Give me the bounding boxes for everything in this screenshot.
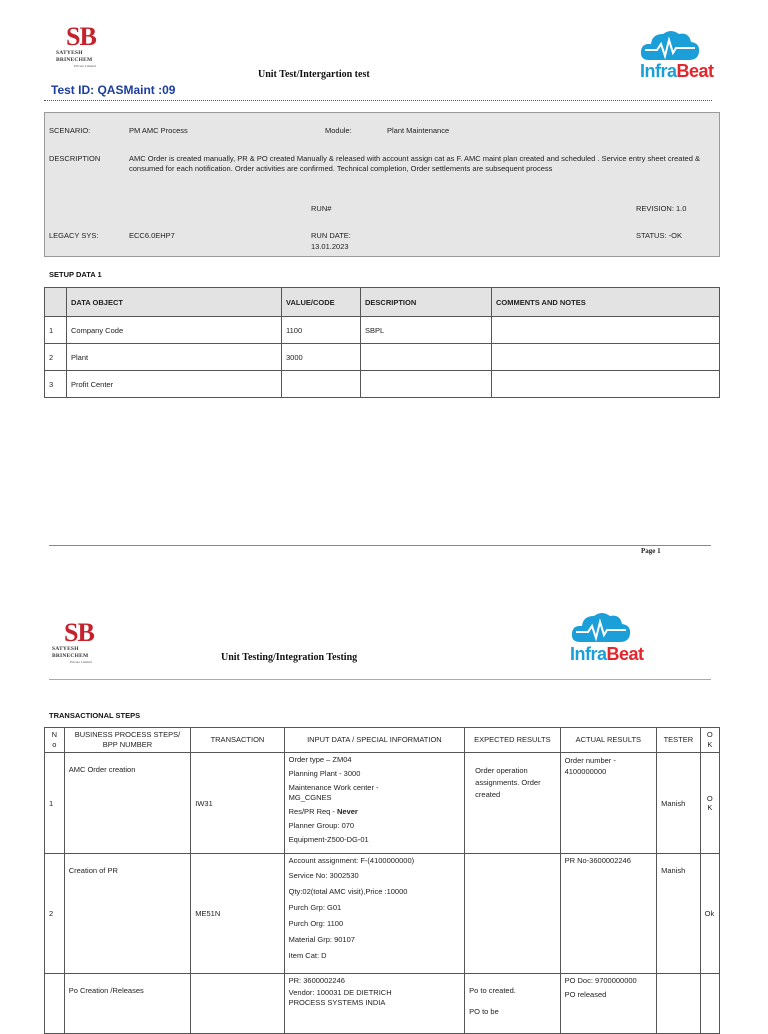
trans-header-row <box>45 728 720 753</box>
input-label: Res/PR Req - <box>288 807 337 816</box>
scenario-label: SCENARIO: <box>49 126 91 135</box>
cloud-pulse-icon <box>570 610 632 644</box>
setup-header-object: DATA OBJECT <box>67 288 282 317</box>
setup-header-value: VALUE/CODE <box>282 288 361 317</box>
description <box>361 344 492 371</box>
row-number: 1 <box>45 317 67 344</box>
description-value: AMC Order is created manually, PR & PO created Manually & released with account assign cat as F. AMC maint plan created and scheduled . Service entry sheet created & consumed for each notification. Order activities are confirmed. Technical completion, Order settlements are subsequent process <box>129 154 700 173</box>
setup-header-no <box>45 288 67 317</box>
table-row <box>45 854 720 974</box>
module-value: Plant Maintenance <box>387 126 450 135</box>
tester: Manish <box>657 753 701 854</box>
step-name: Creation of PR <box>64 854 191 974</box>
input-line: Maintenance Work center - MG_CGNES <box>288 783 379 802</box>
infrabeat-beat-text: Beat <box>606 644 644 664</box>
infrabeat-beat-text: Beat <box>676 61 714 81</box>
step-number: 1 <box>45 753 65 854</box>
step-name: AMC Order creation <box>64 753 191 854</box>
revision: REVISION: 1.0 <box>636 204 687 213</box>
run-label: RUN# <box>311 204 332 213</box>
input-line: Qty:02(total AMC visit),Price :10000 <box>288 887 408 896</box>
run-date-label: RUN DATE: <box>311 231 351 240</box>
scenario-value: PM AMC Process <box>129 126 188 135</box>
sb-logo-subtitle: Private Limited <box>74 64 96 68</box>
scenario-info-box <box>44 112 720 257</box>
setup-table <box>44 287 720 398</box>
value-code <box>282 371 361 398</box>
input-line: Purch Grp: G01 <box>288 903 342 912</box>
page1-title: Unit Test/Intergartion test <box>258 69 370 80</box>
expected-result <box>465 974 560 1034</box>
step-number <box>45 974 65 1034</box>
setup-header-notes: COMMENTS AND NOTES <box>492 288 720 317</box>
table-row <box>45 344 720 371</box>
input-line: Vendor: 100031 DE DIETRICH PROCESS SYSTEMS INDIA <box>288 988 392 1007</box>
dotted-divider <box>44 100 712 101</box>
tester <box>657 974 701 1034</box>
description-label: DESCRIPTION <box>49 154 101 163</box>
actual-result: Order number - 4100000000 <box>560 753 656 854</box>
company-logo <box>52 620 114 665</box>
status: STATUS: -OK <box>636 231 682 240</box>
step-number: 2 <box>45 854 65 974</box>
header-actual: ACTUAL RESULTS <box>560 728 656 753</box>
input-data <box>284 974 465 1034</box>
transaction-code <box>191 974 284 1034</box>
table-row <box>45 753 720 854</box>
sb-logo-subtitle: Private Limited <box>70 660 92 664</box>
infrabeat-infra-text: Infra <box>570 644 607 664</box>
value-code: 3000 <box>282 344 361 371</box>
input-line: Planning Plant - 3000 <box>288 769 361 778</box>
actual-result <box>560 974 656 1034</box>
table-row <box>45 974 720 1034</box>
transactional-steps-title: TRANSACTIONAL STEPS <box>49 711 141 720</box>
step-name: Po Creation /Releases <box>64 974 191 1034</box>
header-expected: EXPECTED RESULTS <box>465 728 560 753</box>
data-object: Company Code <box>67 317 282 344</box>
input-line: Account assignment: F-(4100000000) <box>288 856 415 865</box>
header-tester: TESTER <box>657 728 701 753</box>
legacy-label: LEGACY SYS: <box>49 231 99 240</box>
expected-result: Order operation assignments. Order created <box>465 753 560 854</box>
page2-title: Unit Testing/Integration Testing <box>221 652 358 663</box>
input-line: PR: 3600002246 <box>288 976 345 985</box>
cloud-pulse-icon <box>639 28 701 62</box>
ok-status: O K <box>700 753 719 854</box>
input-line: Order type – ZM04 <box>288 755 352 764</box>
transaction-code: ME51N <box>191 854 284 974</box>
setup-header-row <box>45 288 720 317</box>
ok-status <box>700 974 719 1034</box>
company-logo <box>56 24 118 69</box>
tester: Manish <box>657 854 701 974</box>
header-no: N o <box>45 728 65 753</box>
transaction-code: IW31 <box>191 753 284 854</box>
legacy-value: ECC6.0EHP7 <box>129 231 175 240</box>
description <box>361 371 492 398</box>
page2-header-rule <box>49 679 711 680</box>
infrabeat-logo <box>568 610 644 664</box>
ok-status: Ok <box>700 854 719 974</box>
table-row <box>45 371 720 398</box>
actual-line: PO released <box>564 990 607 999</box>
input-line: Equipment-Z500-DG-01 <box>288 835 369 844</box>
value-code: 1100 <box>282 317 361 344</box>
data-object: Plant <box>67 344 282 371</box>
infrabeat-logo <box>637 28 714 81</box>
input-data <box>284 854 465 974</box>
header-steps: BUSINESS PROCESS STEPS/ BPP NUMBER <box>64 728 191 753</box>
setup-header-description: DESCRIPTION <box>361 288 492 317</box>
data-object: Profit Center <box>67 371 282 398</box>
notes <box>492 371 720 398</box>
notes <box>492 317 720 344</box>
actual-result: PR No-3600002246 <box>560 854 656 974</box>
expected-result <box>465 854 560 974</box>
sb-logo-name: SATYESH BRINECHEM <box>52 646 89 659</box>
sb-logo-mark: SB <box>66 22 96 51</box>
run-date-value: 13.01.2023 <box>311 242 349 251</box>
input-line: Item Cat: D <box>288 951 327 960</box>
transactional-steps-table <box>44 727 720 1034</box>
setup-title: SETUP DATA 1 <box>49 270 102 279</box>
infrabeat-infra-text: Infra <box>640 61 677 81</box>
row-number: 2 <box>45 344 67 371</box>
test-id: Test ID: QASMaint :09 <box>51 83 176 97</box>
module-label: Module: <box>325 126 352 135</box>
expected-line: Po to created. <box>469 986 516 995</box>
header-ok: O K <box>700 728 719 753</box>
input-data <box>284 753 465 854</box>
actual-line: PO Doc: 9700000000 <box>564 976 637 985</box>
page1-footer-rule <box>49 545 711 546</box>
input-line: Service No: 3002530 <box>288 871 359 880</box>
input-line: Planner Group: 070 <box>288 821 355 830</box>
expected-line: PO to be <box>469 1007 499 1016</box>
sb-logo-name: SATYESH BRINECHEM <box>56 50 93 63</box>
input-line <box>289 805 461 819</box>
sb-logo-mark: SB <box>64 618 94 647</box>
row-number: 3 <box>45 371 67 398</box>
input-value: Never <box>337 807 358 816</box>
page-number: Page 1 <box>641 547 661 555</box>
description: SBPL <box>361 317 492 344</box>
header-transaction: TRANSACTION <box>191 728 284 753</box>
table-row <box>45 317 720 344</box>
input-line: Material Grp: 90107 <box>288 935 355 944</box>
input-line: Purch Org: 1100 <box>288 919 344 928</box>
notes <box>492 344 720 371</box>
header-input: INPUT DATA / SPECIAL INFORMATION <box>284 728 465 753</box>
